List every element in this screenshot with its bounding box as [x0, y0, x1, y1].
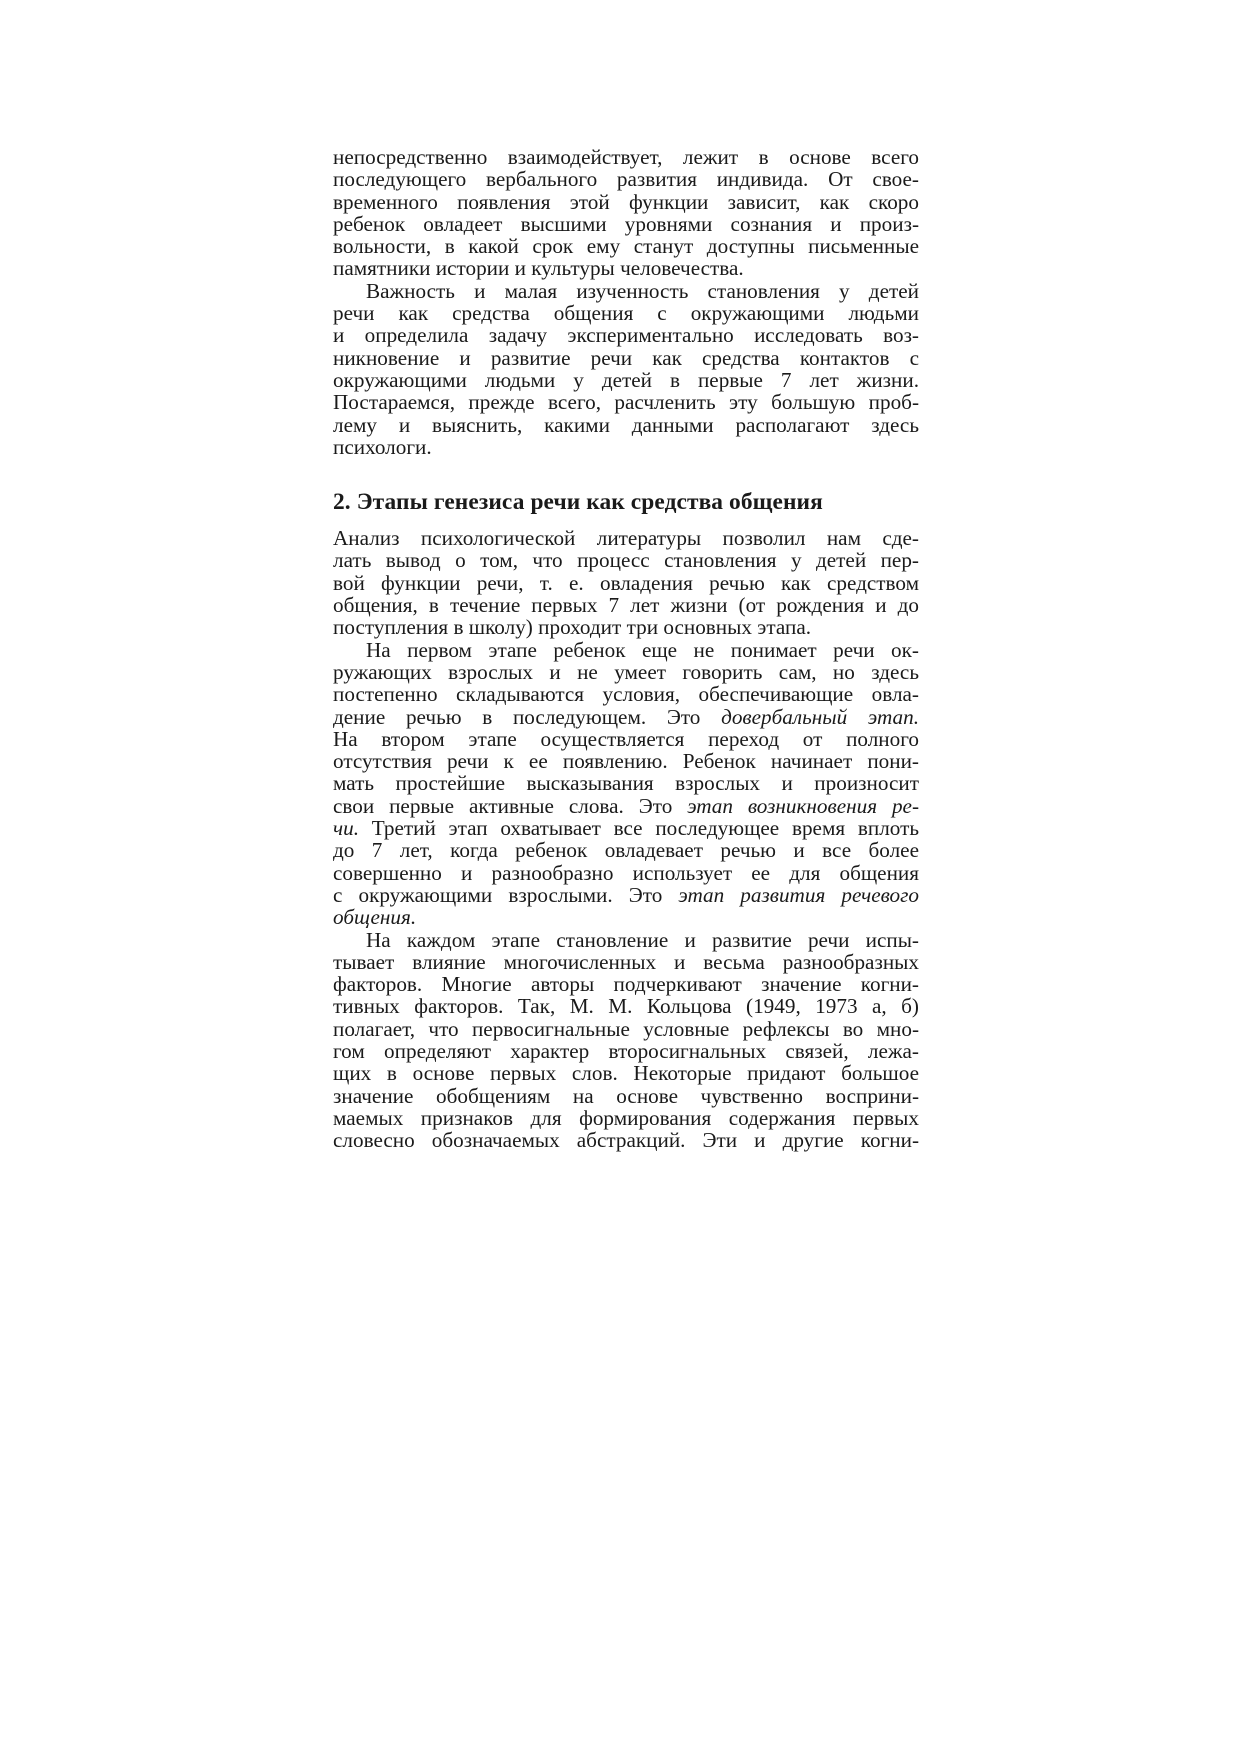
text-line: полагает, что первосигнальные условные рефлексы во мно-	[333, 1016, 919, 1041]
section-heading: 2. Этапы генезиса речи как средства общения	[333, 489, 823, 516]
text-line: щих в основе первых слов. Некоторые придают большое	[333, 1061, 919, 1086]
italic-term: этап развития речевого	[678, 882, 919, 907]
text-line: до 7 лет, когда ребенок овладевает речью и все более	[333, 838, 919, 863]
text-line: ружающих взрослых и не умеет говорить сам, но здесь	[333, 659, 919, 684]
section-spacer	[333, 458, 919, 489]
text-span: дение речью в последующем. Это	[333, 704, 722, 729]
text-line: и определила задачу экспериментально исследовать воз-	[333, 323, 919, 348]
text-line: речи как средства общения с окружающими людьми	[333, 301, 919, 326]
italic-term: довербальный этап.	[721, 704, 919, 729]
italic-term: чи.	[333, 816, 359, 841]
text-line	[333, 884, 919, 906]
text-line: окружающими людьми у детей в первые 7 лет жизни.	[333, 367, 919, 392]
paragraph-3	[333, 527, 919, 638]
text-line: лать вывод о том, что процесс становления у детей пер-	[333, 548, 919, 573]
text-span: с окружающими взрослыми. Это	[333, 882, 679, 907]
paragraph-2	[333, 280, 919, 458]
text-line: временного появления этой функции зависит, как скоро	[333, 189, 919, 214]
text-line: Постараемся, прежде всего, расчленить эту большую проб-	[333, 390, 919, 415]
text-line: гом определяют характер второсигнальных связей, лежа-	[333, 1038, 919, 1063]
text-line: мать простейшие высказывания взрослых и произносит	[333, 771, 919, 796]
text-span: Третий этап охватывает все последующее время вплоть	[359, 816, 919, 841]
text-line: значение обобщениям на основе чувственно восприни-	[333, 1083, 919, 1108]
text-line: На первом этапе ребенок еще не понимает речи ок-	[366, 637, 919, 662]
text-line: маемых признаков для формирования содержания первых	[333, 1105, 919, 1130]
text-line: последующего вербального развития индивида. От свое-	[333, 167, 919, 192]
text-line: На каждом этапе становление и развитие речи испы-	[366, 927, 919, 952]
text-line: факторов. Многие авторы подчеркивают значение когни-	[333, 972, 919, 997]
text-line: вой функции речи, т. е. овладения речью как средством	[333, 570, 919, 595]
italic-term: этап возникновения ре-	[687, 793, 920, 818]
text-line: лему и выяснить, какими данными располагают здесь	[333, 412, 919, 437]
page-text-block	[333, 146, 919, 1151]
text-line: общения, в течение первых 7 лет жизни (от рождения и до	[333, 593, 919, 618]
text-line: Анализ психологической литературы позволил нам сде-	[333, 526, 919, 551]
text-line: психологи.	[333, 434, 432, 459]
text-line: отсутствия речи к ее появлению. Ребенок начинает пони-	[333, 749, 919, 774]
text-line: постепенно складываются условия, обеспечивающие овла-	[333, 682, 919, 707]
italic-term: общения.	[333, 905, 417, 930]
paragraph-5	[333, 929, 919, 1152]
text-line: ребенок овладеет высшими уровнями сознания и произ-	[333, 211, 919, 236]
text-line: вольности, в какой срок ему станут доступны письменные	[333, 234, 919, 259]
text-line	[333, 906, 919, 928]
text-line: тивных факторов. Так, М. М. Кольцова (1949, 1973 а, б)	[333, 994, 919, 1019]
text-line	[333, 795, 919, 817]
text-span: свои первые активные слова. Это	[333, 793, 688, 818]
text-line: тывает влияние многочисленных и весьма разнообразных	[333, 949, 919, 974]
text-line	[333, 706, 919, 728]
text-line: памятники истории и культуры человечества.	[333, 256, 744, 281]
text-line: непосредственно взаимодействует, лежит в основе всего	[333, 145, 919, 169]
paragraph-1	[333, 146, 919, 280]
text-line	[333, 817, 919, 839]
text-line: словесно обозначаемых абстракций. Эти и другие когни-	[333, 1128, 919, 1153]
text-line: Важность и малая изученность становления у детей	[366, 278, 919, 303]
text-line: поступления в школу) проходит три основных этапа.	[333, 615, 812, 640]
text-line: На втором этапе осуществляется переход от полного	[333, 726, 919, 751]
paragraph-4	[333, 639, 919, 929]
text-line: совершенно и разнообразно использует ее для общения	[333, 860, 919, 885]
text-line: никновение и развитие речи как средства контактов с	[333, 345, 919, 370]
